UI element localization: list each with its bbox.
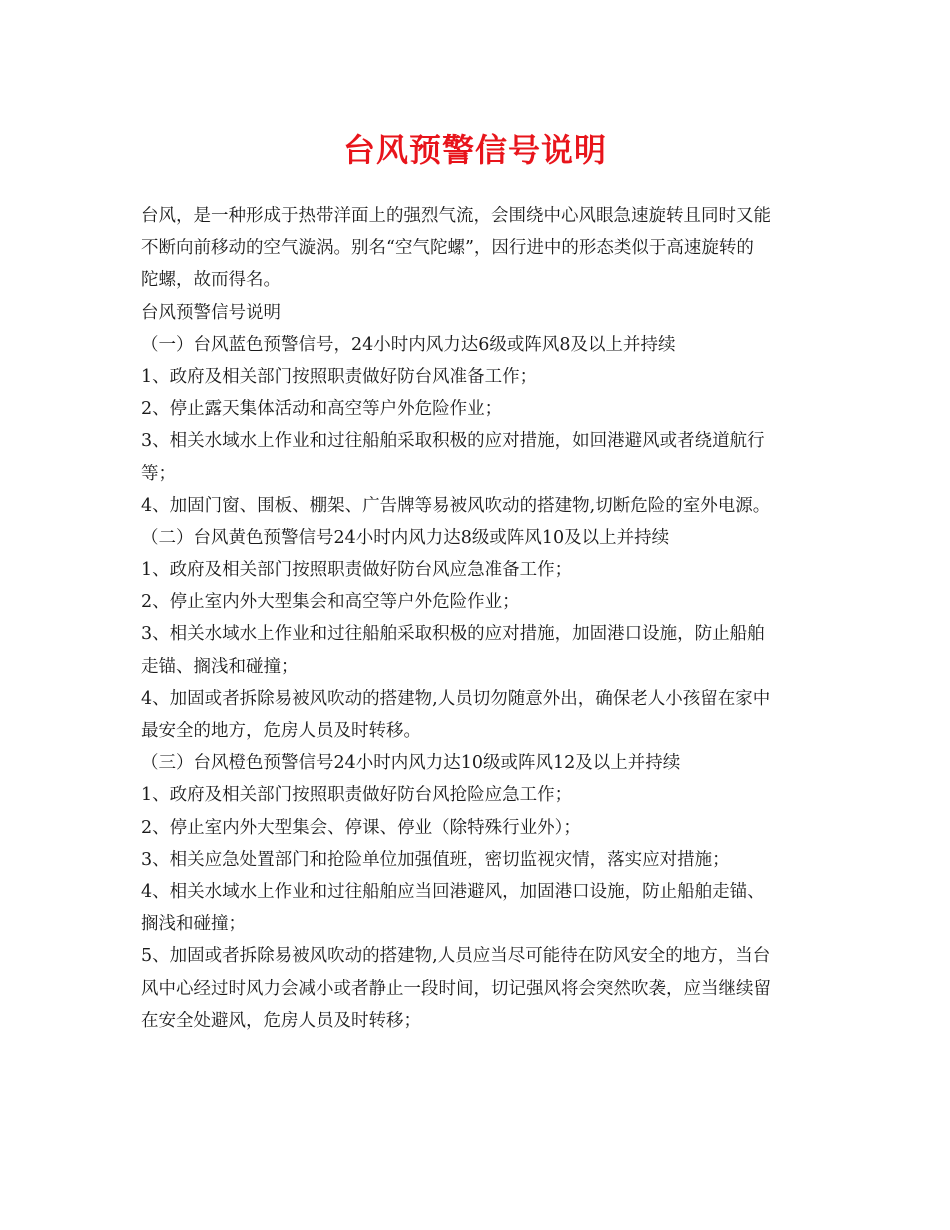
paragraph-line: 不断向前移动的空气漩涡。别名“空气陀螺”，因行进中的形态类似于高速旋转的 — [141, 238, 754, 259]
paragraph-line: 2、停止室内外大型集会、停课、停业（除特殊行业外）； — [141, 817, 581, 838]
paragraph-line: 3、相关水域水上作业和过往船舶采取积极的应对措施，加固港口设施，防止船舶 — [141, 624, 765, 645]
paragraph-line: 5、加固或者拆除易被风吹动的搭建物,人员应当尽可能待在防风安全的地方，当台 — [141, 946, 771, 967]
paragraph-line: 4、加固或者拆除易被风吹动的搭建物,人员切勿随意外出，确保老人小孩留在家中 — [141, 688, 771, 709]
paragraph-line: 等； — [141, 463, 176, 484]
paragraph-line: 4、加固门窗、围板、棚架、广告牌等易被风吹动的搭建物,切断危险的室外电源。 — [141, 495, 771, 516]
paragraph-line: 1、政府及相关部门按照职责做好防台风准备工作； — [141, 366, 538, 387]
paragraph-line: 在安全处避风，危房人员及时转移； — [141, 1010, 421, 1031]
paragraph-line: 1、政府及相关部门按照职责做好防台风应急准备工作； — [141, 560, 573, 581]
paragraph-line: 陀螺，故而得名。 — [141, 270, 281, 291]
paragraph-line: （一）台风蓝色预警信号，24小时内风力达6级或阵风8及以上并持续 — [141, 334, 676, 355]
paragraph-line: 4、相关水域水上作业和过往船舶应当回港避风，加固港口设施，防止船舶走锚、 — [141, 881, 765, 902]
paragraph-line: （二）台风黄色预警信号24小时内风力达8级或阵风10及以上并持续 — [141, 527, 670, 548]
paragraph-line: 搁浅和碰撞； — [141, 914, 246, 935]
paragraph-line: 最安全的地方，危房人员及时转移。 — [141, 721, 421, 741]
paragraph-line: 台风，是一种形成于热带洋面上的强烈气流，会围绕中心风眼急速旋转且同时又能 — [141, 206, 771, 226]
document-body — [141, 200, 811, 1037]
paragraph-line: 2、停止露天集体活动和高空等户外危险作业； — [141, 399, 503, 420]
paragraph-line: 走锚、搁浅和碰撞； — [141, 656, 299, 677]
document-title: 台风预警信号说明 — [342, 131, 607, 169]
paragraph-line: 1、政府及相关部门按照职责做好防台风抢险应急工作； — [141, 785, 573, 806]
paragraph-line: 2、停止室内外大型集会和高空等户外危险作业； — [141, 592, 520, 613]
paragraph-line: 台风预警信号说明 — [141, 302, 281, 323]
paragraph-line: 3、相关水域水上作业和过往船舶采取积极的应对措施，如回港避风或者绕道航行 — [141, 431, 765, 452]
paragraph-line: （三）台风橙色预警信号24小时内风力达10级或阵风12及以上并持续 — [141, 753, 681, 774]
paragraph-line: 风中心经过时风力会减小或者静止一段时间，切记强风将会突然吹袭，应当继续留 — [141, 978, 771, 999]
paragraph-line: 3、相关应急处置部门和抢险单位加强值班，密切监视灾情，落实应对措施； — [141, 849, 730, 870]
